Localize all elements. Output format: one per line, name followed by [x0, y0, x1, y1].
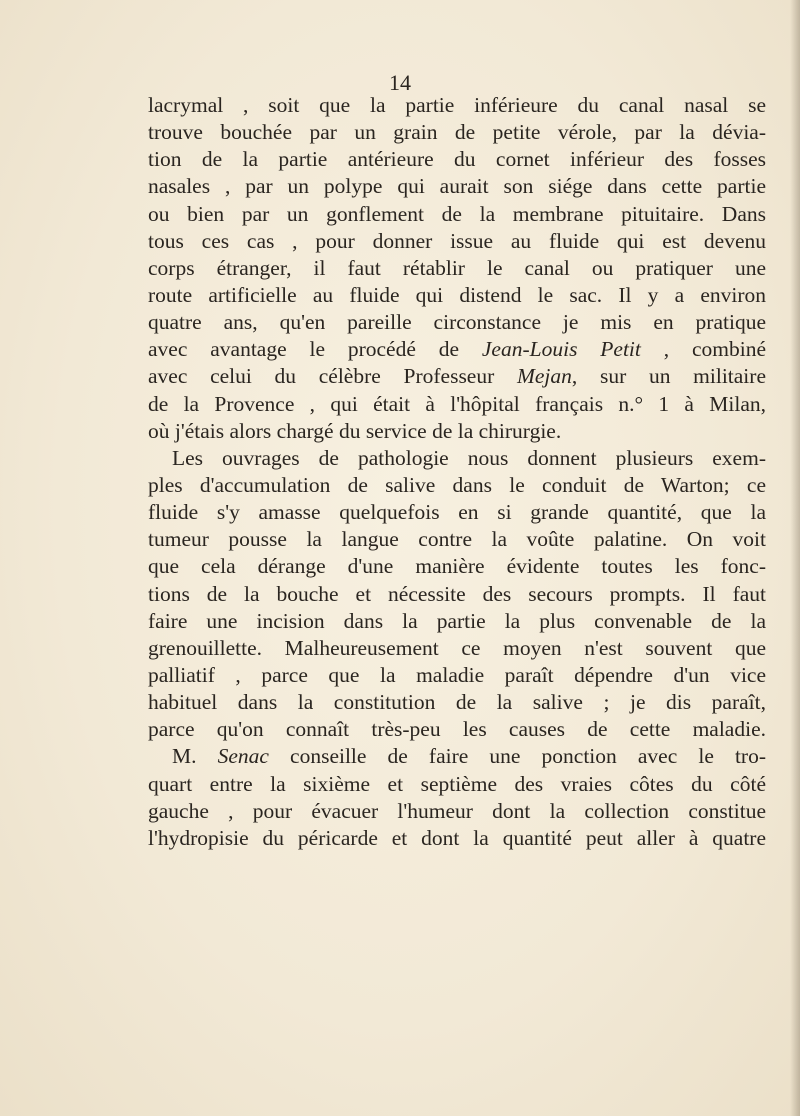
text-line	[148, 581, 766, 608]
text-line	[148, 771, 766, 798]
text-run: , combiné	[640, 337, 767, 362]
text-run: nasales , par un polype qui aurait son siége dans cette partie	[148, 174, 766, 199]
text-line	[148, 255, 766, 282]
text-run: de la Provence , qui était à l'hôpital français n.° 1 à Milan,	[148, 391, 766, 416]
text-run: parce qu'on connaît très-peu les causes de cette maladie.	[148, 717, 766, 742]
text-run: tumeur pousse la langue contre la voûte palatine. On voit	[148, 527, 766, 552]
text-line	[148, 418, 766, 445]
italic-name: Senac	[217, 744, 269, 769]
text-run: où j'étais alors chargé du service de la chirurgie.	[148, 418, 562, 443]
text-run: conseille de faire une ponction avec le tro-	[268, 744, 766, 769]
text-run: ou bien par un gonflement de la membrane pituitaire. Dans	[148, 201, 766, 226]
text-run: ples d'accumulation de salive dans le conduit de Warton; ce	[148, 472, 766, 497]
text-run: l'hydropisie du péricarde et dont la quantité peut aller à quatre	[148, 825, 766, 850]
text-line	[148, 689, 766, 716]
text-run: Les ouvrages de pathologie nous donnent plusieurs exem-	[172, 445, 766, 470]
text-run: que cela dérange d'une manière évidente toutes les fonc-	[148, 554, 766, 579]
text-line	[148, 499, 766, 526]
text-run: , sur un militaire	[571, 364, 766, 389]
italic-name: Jean-Louis Petit	[481, 337, 641, 362]
text-line	[148, 282, 766, 309]
text-run: corps étranger, il faut rétablir le canal ou pratiquer une	[148, 255, 766, 280]
text-run: tous ces cas , pour donner issue au fluide qui est devenu	[148, 228, 766, 253]
text-line	[148, 635, 766, 662]
text-line	[148, 662, 766, 689]
text-run: fluide s'y amasse quelquefois en si grande quantité, que la	[148, 500, 766, 525]
text-run: faire une incision dans la partie la plus convenable de la	[148, 608, 766, 633]
body-text	[148, 92, 766, 852]
text-run: trouve bouchée par un grain de petite vérole, par la dévia-	[148, 120, 766, 145]
text-run: M.	[172, 744, 218, 769]
text-line	[148, 608, 766, 635]
text-run: route artificielle au fluide qui distend le sac. Il y a environ	[148, 282, 766, 307]
text-line	[148, 146, 766, 173]
text-line	[148, 173, 766, 200]
text-line	[148, 743, 766, 770]
text-line	[148, 363, 766, 390]
text-run: gauche , pour évacuer l'humeur dont la collection constitue	[148, 798, 766, 823]
text-line	[148, 472, 766, 499]
italic-name: Mejan	[516, 364, 572, 389]
text-line	[148, 391, 766, 418]
text-run: avec celui du célèbre Professeur	[148, 364, 517, 389]
text-run: avec avantage le procédé de	[148, 337, 482, 362]
text-line	[148, 119, 766, 146]
text-run: quart entre la sixième et septième des vraies côtes du côté	[148, 771, 766, 796]
text-line	[148, 798, 766, 825]
text-run: quatre ans, qu'en pareille circonstance je mis en pratique	[148, 310, 766, 335]
text-line	[148, 228, 766, 255]
text-line	[148, 716, 766, 743]
text-line	[148, 201, 766, 228]
text-run: tions de la bouche et nécessite des secours prompts. Il faut	[148, 581, 766, 606]
text-run: habituel dans la constitution de la salive ; je dis paraît,	[148, 690, 766, 715]
page-edge-shadow	[790, 0, 800, 1116]
text-run: tion de la partie antérieure du cornet inférieur des fosses	[148, 147, 766, 172]
text-line	[148, 336, 766, 363]
text-line	[148, 92, 766, 119]
page-number: 14	[389, 70, 411, 95]
text-line	[148, 825, 766, 852]
text-line	[148, 445, 766, 472]
text-line	[148, 553, 766, 580]
text-run: lacrymal , soit que la partie inférieure du canal nasal se	[148, 93, 766, 117]
text-line	[148, 309, 766, 336]
text-run: palliatif , parce que la maladie paraît dépendre d'un vice	[148, 662, 766, 687]
text-run: grenouillette. Malheureusement ce moyen n'est souvent que	[148, 635, 766, 660]
text-line	[148, 526, 766, 553]
